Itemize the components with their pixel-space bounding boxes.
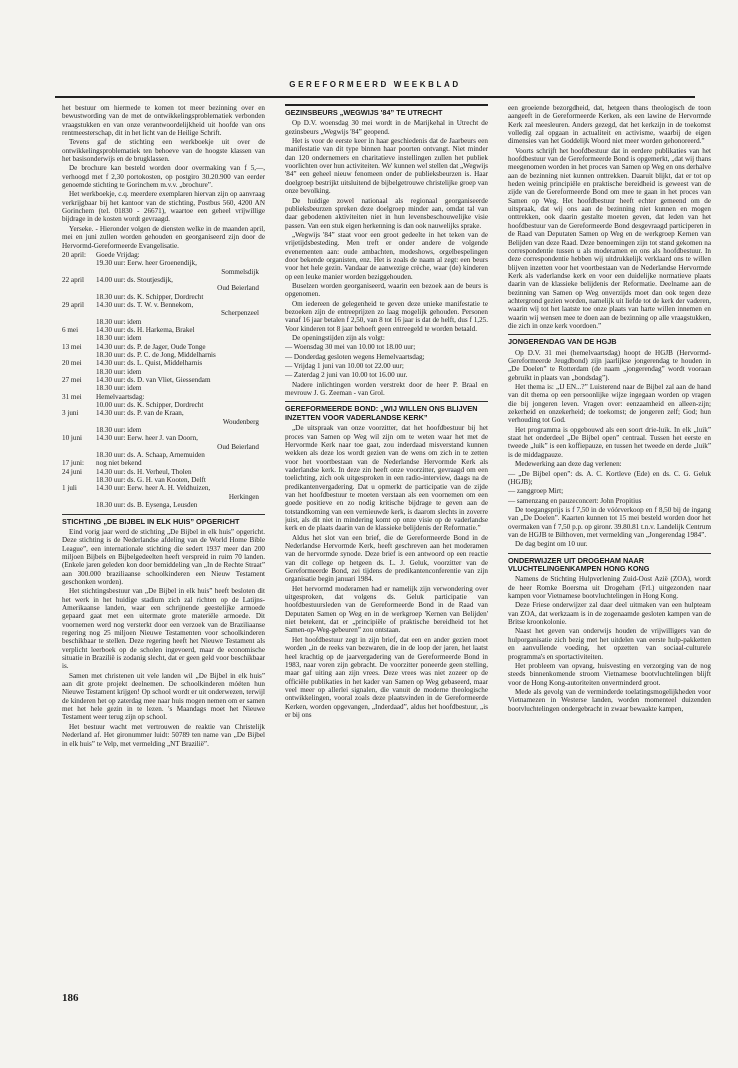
service-schedule [62, 251, 265, 510]
list-item: — samenzang en pauzeconcert: John Propitius [508, 496, 642, 505]
schedule-row [62, 359, 265, 367]
schedule-date: 10 juni [62, 434, 83, 443]
schedule-date: 20 april: [62, 250, 86, 259]
schedule-entry: 14.30 uur: ds. L. Quist, Middelharnis [96, 359, 203, 368]
schedule-entry: 18.30 uur: ds. G. H. van Kooten, Delft [96, 476, 206, 485]
schedule-row [62, 326, 265, 334]
schedule-entry: 14.30 uur: ds. P. de Jager, Oude Tonge [96, 342, 206, 351]
paragraph: Tevens gaf de stichting een werkboekje uit over de ontwikkelingsproblematiek ten behoeve van de hoogste klassen van het basisonderwijs en de brugklassen. [62, 138, 265, 164]
paragraph: Mede als gevolg van de verminderde toelatingsmogelijkheden voor Vietnamezen in Westerse landen, worden momenteel duizenden bootvluchtelingen ondergebracht in zwaar bewaakte kampen, [508, 687, 711, 713]
masthead: GEREFORMEERD WEEKBLAD [289, 80, 461, 89]
schedule-row [62, 393, 265, 401]
schedule-date [62, 426, 96, 434]
article-heading: ONDERWIJZER UIT DROGEHAM NAAR VLUCHTELINGENKAMPEN HONG KONG [508, 553, 711, 574]
paragraph: Voorts schrijft het hoofdbestuur dat in eerdere publikaties van het hoofdbestuur van de Gereformeerde Bond is opgemerkt, „dat wij thans meegenomen worden in het proces van Samen op Weg en ons derhalve aan de bezinning niet kunnen onttrekken. Daaruit blijkt, dat er tot op heden weinig principiële en praktische bereidheid is geweest van de zijde van de Gereformeerde Bond om mee te gaan in het proces van Samen op Weg. Het hoofdbestuur heeft echter gemeend om de uitspraak, dat wij ons aan de bezinning niet kunnen en mogen onttrekken, ook daarin gestalte moeten geven, dat leden van het hoofdbestuur van de Gereformeerde Bond desgevraagd participeren in de Raad van Deputaten Samen op Weg en de werkgroep Kernen van Belijden van deze Raad. Deze benoemingen zijn tot stand gekomen na correspondentie tussen u als moderamen en ons als hoofdbestuur. In deze correspondentie hebben wij uitdrukkelijk verklaard ons te willen blijven inzetten voor het voortbestaan van de Nederlandse Hervormde Kerk als vaderlandse kerk en voor een duidelijke normatieve plaats daarin van de klassieke belijdenis der Reformatie. Deelname aan de bezinning van Samen op Weg onverzijds moet dan ook tegen deze achtergrond gezien worden, namelijk uit liefde tot de kerk der vaderen, waarin wij tot het laatste toe onze plaats van harte willen innemen en waarin wij wensen mee te doen aan de bezinning op alle vraagstukken, die zich in onze kerk voordoen.” [508, 146, 711, 330]
paragraph: Samen met christenen uit vele landen wil „De Bijbel in elk huis” aan dit grote projekt deelnemen. De schoolkinderen móéten hun Nieuwe Testament krijgen! Op school wordt er uit onderwezen, terwijl de kinderen het op zaterdag mee naar huis mogen nemen om er samen met het hele gezin in te lezen. 's Maandags moet het Nieuwe Testament weer terug zijn op school. [62, 671, 265, 722]
schedule-date [62, 318, 96, 326]
schedule-row [62, 484, 265, 492]
schedule-row [62, 376, 265, 384]
paragraph: Op D.V. 31 mei (hemelvaartsdag) hoopt de HGJB (Hervormd-Gereformeerde Jeugdbond) zijn jaarlijkse jongerendag te houden in „De Doelen” te Rotterdam (de naam „jongerendag” wordt vooraan gebruikt in plaats van „bondsdag”). [508, 348, 711, 382]
schedule-entry: nog niet bekend [96, 459, 142, 468]
schedule-row [62, 351, 265, 359]
opening-time: — Zaterdag 2 juni van 10.00 tot 16.00 uur. [285, 371, 408, 380]
schedule-row [62, 426, 265, 434]
schedule-entry: 18.30 uur: idem [96, 334, 142, 343]
paragraph: Het programma is opgebouwd als een soort drie-luik. In elk „luik” staat het onderdeel „De Bijbel open” centraal. Tussen het eerste en tweede „luik” is een koffiepauze, en tussen het tweede en derde „luik” is de middagpauze. [508, 425, 711, 459]
schedule-entry: 14.30 uur: ds. T. W. v. Bennekom, [96, 300, 194, 309]
schedule-row [62, 409, 265, 417]
schedule-date: 31 mei [62, 392, 82, 401]
paragraph: Het hoofdbestuur zegt in zijn brief, dat een en ander gezien moet worden „in de reeks van bezwaren, die in de loop der jaren, het laatst heel krachtig op de jaarvergadering van de Gereformeerde Bond in 1983, naar voren zijn gebracht. De voorzitter poneerde geen stelling, maar gaf uiting aan zijn vrees. Deze vrees was niet zozeer op de officiële publikaties in het kader van Samen op Weg gebaseerd, maar veel meer op allerlei signalen, die vanuit de moderne theologische ontwikkelingen, vooral zoals deze plaatsvinden in de Gereformeerde Kerken, worden opgevangen, „Inderdaad”, aldus het hoofdbestuur, „is er bij ons [285, 635, 488, 719]
paragraph: De openingstijden zijn als volgt: [292, 334, 385, 342]
paragraph: Buselzen worden georganiseerd, waarin een bezoek aan de beurs is opgenomen. [285, 281, 488, 299]
schedule-row [62, 318, 265, 326]
schedule-place: Scherpenzeel [220, 309, 259, 318]
schedule-row [62, 301, 265, 309]
schedule-date: 20 mei [62, 359, 82, 368]
schedule-row [62, 251, 265, 259]
article-heading: STICHTING „DE BIJBEL IN ELK HUIS” OPGERICHT [62, 514, 265, 526]
schedule-date [62, 384, 96, 392]
schedule-row [62, 401, 265, 409]
paragraph: Het hervormd moderamen had er namelijk zijn verwondering over uitgesproken, dat volgens ds. Geluk participatie van hoofdbestuursleden van de Gereformeerde Bond in de Raad van Deputaten Samen op Weg en in de werkgroep 'Kernen van Belijden' niet betekent, dat er „principiële of praktische bereidheid tot het Samen-op-Weg-gebeuren” zou ontstaan. [285, 584, 488, 635]
schedule-entry: 10.00 uur: ds. K. Schipper, Dordrecht [96, 401, 204, 410]
page-number: 186 [62, 992, 79, 1004]
schedule-date: 17 juni: [62, 459, 85, 468]
schedule-entry: 18.30 uur: ds. K. Schipper, Dordrecht [96, 292, 204, 301]
column-1 [62, 104, 265, 984]
paragraph: „Wegwijs '84” staat voor een groot gedeelte in het teken van de vrijetijdsbesteding. Men treft er onder andere de volgende evenementen aan: oude ambachten, modeshows, orgelbespelingen door bekende organisten, enz. Het is zoals de naam al zegt: een beurs voor het hele gezin. Vandaar de aanwezige crèche, waar (de) kinderen op een leuke manier worden beziggehouden. [285, 230, 488, 281]
list-item: — zanggroep Mirt; [508, 487, 564, 496]
schedule-date [62, 351, 96, 359]
schedule-date [62, 476, 96, 484]
paragraph: Aldus het slot van een brief, die de Gereformeerde Bond in de Nederlandse Hervormde Kerk, heeft geschreven aan het moderamen van de hervormde synode. Deze brief is een antwoord op een reactie van dit college op hetgeen ds. L. J. Geluk, voorzitter van de Gereformeerde Bond, zei tijdens de predikantenconferentie van zijn organisatie begin januari 1984. [285, 533, 488, 584]
schedule-entry: 14.30 uur: ds. P. van de Kraan, [96, 409, 184, 418]
schedule-place: Oud Beierland [217, 442, 259, 451]
paragraph: Het stichtingsbestuur van „De Bijbel in elk huis” heeft besloten dit het werk in het huidige stadium zich zal richten op de Latijns-Amerikaanse landen, waar een schrijnende geestelijke armoede gepaard gaat met een uitermate grote materiële armoede. Dit voornemen werd nog versterkt door een verzoek van de Braziliaanse regering nog 25 miljoen Nieuwe Testamenten voor schoolkinderen beschikbaar te stellen. Deze regering heeft het Nieuwe Testament als verplicht leerboek op de scholen ingevoerd, maar de economische situatie in Brazilië is zodanig slecht, dat er geen geld voor beschikbaar is. [62, 587, 265, 671]
schedule-row [62, 384, 265, 392]
paragraph: Op D.V. woensdag 30 mei wordt in de Marijkehal in Utrecht de gezinsbeurs „Wegwijs '84” geopend. [285, 119, 488, 136]
schedule-row [62, 368, 265, 376]
schedule-date: 13 mei [62, 342, 82, 351]
schedule-entry: Hemelvaartsdag: [96, 392, 145, 401]
schedule-date: 22 april [62, 275, 85, 284]
paragraph: De huidige zowel nationaal als regionaal georganiseerde publieksbeurzen spreken deze doelgroep minder aan, omdat tal van daar gebodenen aktiviteiten niet in hun levensbeschouwelijke visie passen. Van een stuk eigen herkenning is dan ook nauwelijks sprake. [285, 196, 488, 230]
article-heading: GEREFORMEERDE BOND: „WIJ WILLEN ONS BLIJVEN INZETTEN VOOR VADERLANDSE KERK” [285, 401, 488, 422]
article-heading: JONGERENDAG VAN DE HGJB [508, 334, 711, 346]
schedule-row [62, 476, 265, 484]
schedule-entry: Goede Vrijdag: [96, 250, 140, 259]
paragraph: Het bestuur wacht met vertrouwen de reaktie van Christelijk Nederland af. Het gironummer luidt: 50789 ten name van „De Bijbel in elk huis” te Velp, met vermelding „NT Brazilië”. [62, 722, 265, 748]
schedule-date: 1 juli [62, 484, 77, 493]
schedule-entry: 18.30 uur: idem [96, 384, 142, 393]
schedule-row [62, 501, 265, 509]
schedule-entry: 18.30 uur: idem [96, 317, 142, 326]
schedule-date: 6 mei [62, 325, 79, 334]
schedule-place: Woudenberg [222, 417, 259, 426]
schedule-date: 27 mei [62, 376, 82, 384]
yerseke-intro: Yerseke. - Hieronder volgen de diensten welke in de maanden april, mei en juni zullen worden gehouden en georganiseerd zijn door de Hervormd-Gereformeerde Evangelisatie. [62, 224, 265, 250]
schedule-place: Oud Beierland [217, 284, 259, 293]
schedule-entry: 14.30 uur: Eerw. heer A. H. Veldhuizen, [96, 484, 211, 493]
paragraph: Het thema is: „IJ EN...?” Luisterend naar de Bijbel zal aan de hand van dit thema op een persoonlijke wijze ingegaan worden op vragen die bij jongeren leven. Vragen over: eenzaamheid en alleen-zijn; zekerheid en onzekerheid; de toekomst; de jongeren zelf; God; hun verhouding tot God. [508, 383, 711, 425]
paragraph: het bestuur om hiermede te komen tot meer bezinning over en bewustwording van de met de ontwikkelingsproblematiek verbonden vraagstukken en van onze verantwoordelijkheid uit hoofde van ons rentmeesterschap, dit in het licht van de Heilige Schrift. [62, 104, 265, 138]
paragraph: Namens de Stichting Hulpverlening Zuid-Oost Azië (ZOA), wordt de heer Romke Boersma uit Drogeham (Frl.) uitgezonden naar kampen voor Vietnamese bootvluchtelingen in Hong Kong. [508, 575, 711, 601]
schedule-row [62, 334, 265, 342]
schedule-date [62, 501, 96, 509]
schedule-date [62, 401, 96, 409]
schedule-entry: 18.30 uur: ds. P. C. de Jong, Middelharnis [96, 350, 216, 359]
schedule-date [62, 293, 96, 301]
paragraph: Medewerking aan deze dag verlenen: [515, 460, 622, 469]
paragraph: Nadere inlichtingen worden verstrekt door de heer P. Braal en mevrouw J. G. Zeeman - van Grol. [285, 380, 488, 398]
masthead-rule [55, 96, 695, 98]
schedule-date: 3 juni [62, 409, 79, 418]
schedule-entry: 19.30 uur: Eerw. heer Groenendijk, [96, 259, 197, 268]
schedule-date [62, 451, 96, 459]
schedule-row [62, 293, 265, 301]
paragraph: De dag begint om 10 uur. [515, 540, 588, 549]
schedule-row [62, 276, 265, 284]
opening-time: — Woensdag 30 mei van 10.00 tot 18.00 uur; [285, 343, 416, 352]
schedule-entry: 14.00 uur: ds. Stoutjesdijk, [96, 275, 173, 284]
schedule-entry: 14.30 uur: Eerw. heer J. van Doorn, [96, 434, 198, 443]
paragraph: De brochure kan besteld worden door overmaking van f 5,—, verhoogd met f 2,30 portokosten, op postgiro 30.20.900 van eerder genoemde stichting te Gorinchem m.v.v. „brochure”. [62, 164, 265, 190]
schedule-row [62, 468, 265, 476]
opening-time: — Donderdag gesloten wegens Hemelvaartsdag; [285, 352, 425, 361]
schedule-date: 24 juni [62, 467, 83, 476]
schedule-entry: 18.30 uur: ds. B. Eysenga, Leusden [96, 501, 198, 510]
opening-time: — Vrijdag 1 juni van 10.00 tot 22.00 uur; [285, 362, 404, 371]
schedule-entry: 18.30 uur: ds. A. Schaap, Arnemuiden [96, 451, 205, 460]
schedule-entry: 14.30 uur: ds. H. Verheul, Tholen [96, 467, 192, 476]
paragraph: Het is voor de eerste keer in haar geschiedenis dat de Jaarbeurs een manifestatie van dit type binnen haar poorten ontvangt. Niet minder dan 120 ondernemers en charitatieve instellingen zullen het publiek voorlichten over hun activiteiten. We' kunnen wel stellen dat „Wegwijs '84” een geheel nieuw fenomeen onder de publieksbeurzen is. Haar doelgroep bestrijkt uitsluitend de bijbelgetrouwe christelijke groep van onze bevolking. [285, 137, 488, 196]
paragraph: „De uitspraak van onze voorzitter, dat het hoofdbestuur bij het proces van Samen op Weg wil zijn om te weten waar het met de Hervormde Kerk naar toe gaat, zou inderdaad misverstand kunnen wekken als deze los wordt gezien van de wens om zich in te zetten voor het voortbestaan van de Nederlandse Hervormde Kerk als vaderlandse kerk. In deze zin heeft onze voorzitter, gevraagd om een toelichting, zich ook uitgesproken in een radio-interview, daags na de predikantenvergadering. Dat u opmerkt de participatie van de zijde van het hoofdbestuur te moeten verstaan als een voornemen om een goede positieve en zo nodig kritische bijdrage te geven aan de totstandkoming van een vernieuwde kerk, is daarom slechts in zoverre juist, als dit niet in mindering komt op onze visie op de vaderlandse kerk en de plaats daarin van de klassieke belijdenis der Reformatie.” [285, 424, 488, 533]
schedule-date [62, 334, 96, 342]
list-item: — „De Bijbel open”: ds. A. C. Kortleve (Ede) en ds. C. G. Geluk (HGJB); [508, 469, 711, 486]
schedule-row [62, 451, 265, 459]
paragraph: De toegangsprijs is f 7,50 in de vóórverkoop en f 8,50 bij de ingang van „De Doelen”. Kaarten kunnen tot 15 mei besteld worden door het overmaken van f 7,50 p.p. op gironr. 39.80.81 t.n.v. Landelijk Centrum van de HGJB te Bilthoven, met vermelding van „Jongerendag 1984”. [508, 505, 711, 539]
column-2 [285, 104, 488, 984]
schedule-entry: 14.30 uur: ds. D. van Vliet, Giessendam [96, 376, 211, 384]
column-3 [508, 104, 711, 984]
schedule-row [62, 343, 265, 351]
paragraph: Om iedereen de gelegenheid te geven deze unieke manifestatie te bezoeken zijn de entreeprijzen zo laag mogelijk gehouden. Personen vanaf 16 jaar betalen f 2,50, van 8 tot 16 jaar is dat de helft, dus f 1,25. Voor kinderen tot 8 jaar behoeft geen entreegeld te worden betaald. [285, 299, 488, 333]
schedule-date: 29 april [62, 300, 85, 309]
article-heading: GEZINSBEURS „WEGWIJS '84” TE UTRECHT [285, 104, 488, 117]
schedule-row [62, 434, 265, 442]
paragraph: een groeiende bezorgdheid, dat, hetgeen thans theologisch de toon aangeeft in de Gereformeerde Kerken, als een lawine de Hervormde Kerk zal meesleuren. Anders gezegd, dat het kerkzijn in de toekomst volledig zal opgaan in actualiteit en activisme, waarbij de eigen dimensies van het Goddelijk Woord niet meer worden gehonoreerd.” [508, 104, 711, 146]
paragraph: Naast het geven van onderwijs houden de vrijwilligers van de hulporganisatie zich bezig met het uitdelen van eerste hulp-pakketten en aanvullende voeding, het opzetten van sociaal-culturele programma's en sportactiviteiten. [508, 627, 711, 661]
paragraph: Eind vorig jaar werd de stichting „De Bijbel in elk huis” opgericht. Deze stichting is de Nederlandse afdeling van de World Home Bible League”, een internationale stichting die sedert 1937 meer dan 200 miljoen Bijbels en Bijbelgedeelten heeft verspreid in ruim 70 landen. (Enkele jaren geleden kon door bemiddeling van „In de Rechte Straat” aan 300.000 braziliaanse schoolkinderen een Nieuw Testament geschonken worden). [62, 527, 265, 586]
schedule-date [62, 368, 96, 376]
schedule-date [62, 259, 96, 267]
paragraph: Het probleem van opvang, huisvesting en verzorging van de nog steeds binnenkomende stroom Vietnamese bootvluchtelingen blijft voor de Hong Kong-autoriteiten onverminderd groot. [508, 661, 711, 687]
schedule-row [62, 459, 265, 467]
paragraph: Deze Friese onderwijzer zal daar deel uitmaken van een hulpteam van ZOA, dat werkzaam is in de zogenaamde gesloten kampen van de Britse kroonkolonie. [508, 601, 711, 627]
paragraph: Het werkboekje, c.q. meerdere exemplaren hiervan zijn op aanvraag verkrijgbaar bij het kantoor van de stichting, Postbus 560, 4200 AN Gorinchem (tel. 01830 - 26671), waartoe een geheel vrijwillige bijdrage in de kosten wordt gevraagd. [62, 190, 265, 224]
schedule-entry: 18.30 uur: idem [96, 367, 142, 376]
schedule-row [62, 259, 265, 267]
schedule-place: Herkingen [228, 492, 259, 501]
schedule-place: Sommelsdijk [221, 267, 259, 276]
schedule-entry: 18.30 uur: idem [96, 426, 142, 435]
schedule-entry: 14.30 uur: ds. H. Harkema, Brakel [96, 325, 195, 334]
